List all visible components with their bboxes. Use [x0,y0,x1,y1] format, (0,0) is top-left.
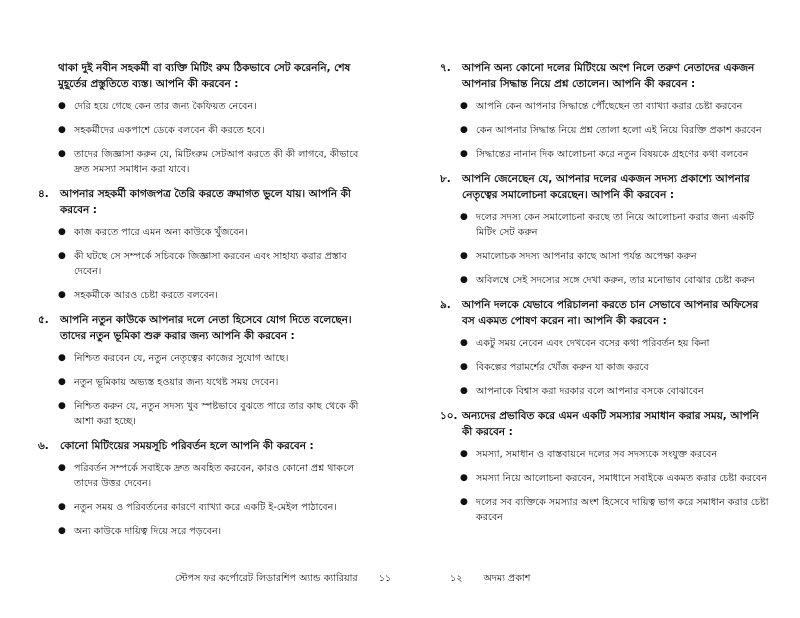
option-list [38,99,368,177]
publisher-name: অদম্য প্রকাশ [483,573,531,584]
book-title: স্টেপস ফর কর্পোরেট লিডারশিপ অ্যান্ড ক্যারিয়ার [175,573,358,584]
option-item: ● সমস্যা, সমাধান ও বাস্তবায়নে দলের সব সদস্যকে সংযুক্ত করবেন [460,449,718,460]
question-number: ৪. [38,188,49,200]
option-item: ● নতুন ভূমিকায় অভ্যস্ত হওয়ার জন্য যথেষ্ট সময় দেবেন। [58,377,279,388]
bullet-icon: ● [460,149,468,159]
question-continuation: থাকা দুই নবীন সহকর্মী বা ব্যক্তি মিটিং রুম ঠিকভাবে সেট করেননি, শেষ মুহূর্তের প্রস্তুতিতে ব্যস্ত। আপনি কী করবেন : [58,62,351,90]
bullet-icon: ● [460,338,468,348]
bullet-icon: ● [460,386,468,396]
question-text: আপনি নতুন কাউকে আপনার দলে নেতা হিসেবে যোগ দিতে বলেছেন। তাদের নতুন ভূমিকা শুরু করার জন্য আপনি কী করবেন : [60,314,352,342]
question-text: আপনি জেনেছেন যে, আপনার দলের একজন সদস্য প্রকাশ্যে আপনার নেতৃত্বের সমালোচনা করেছেন। আপনি কী করবেন : [462,173,750,201]
question-heading [440,408,770,440]
bullet-icon: ● [460,497,468,507]
bullet-icon: ● [58,227,66,237]
bullet-icon: ● [58,101,66,111]
option-item: ● সিদ্ধান্তের নানান দিক আলোচনা করে নতুন বিষয়কে গ্রহণের কথা বলবেন [460,149,749,160]
option-item: ● পরিবর্তন সম্পর্কে সবাইকে দ্রুত অবহিত করবেন, কারও কোনো প্রশ্ন থাকলে তাদের উত্তর দেবেন। [58,463,354,489]
question-number: ৬. [38,440,49,452]
question-number: ৮. [440,173,451,185]
page-number: ১২ [450,573,463,584]
option-item: ● সহকর্মীকে আরও চেষ্টা করতে বলবেন। [58,290,218,301]
bullet-icon: ● [460,449,468,459]
bullet-icon: ● [460,275,468,285]
bullet-icon: ● [460,473,468,483]
question-text: অন্যদের প্রভাবিত করে এমন একটি সমস্যার সমাধান করার সময়, আপনি কী করবেন : [462,410,759,438]
bullet-icon: ● [58,251,66,261]
question-heading [440,297,770,329]
option-item: ● কেন আপনার সিদ্ধান্ত নিয়ে প্রশ্ন তোলা হলো এই নিয়ে বিরক্তি প্রকাশ করবেন [460,125,762,136]
running-footer-right [450,572,530,587]
question-text: কোনো মিটিংয়ের সময়সূচি পরিবর্তন হলে আপনি কী করবেন : [60,440,314,452]
left-page-content [38,60,368,548]
option-item: ● দলের সদস্য কেন সমালোচনা করছে তা নিয়ে আলোচনা করার জন্য একটি মিটিং সেট করুন [460,212,754,238]
right-page-content [440,60,770,534]
option-list [440,210,770,288]
option-item: ● নিশ্চিত করবেন যে, নতুন নেতৃত্বের কাজের সুযোগ আছে। [58,353,289,364]
bullet-icon: ● [58,290,66,300]
option-item: ● দেরি হয়ে গেছে কেন তার জন্য কৈফিয়ত নেবেন। [58,101,257,112]
question-number: ৭. [440,62,451,74]
question-text: আপনার সহকর্মী কাগজপত্র তৈরি করতে ক্রমাগত ভুলে যায়। আপনি কী করবেন : [60,188,351,216]
option-item: ● নিশ্চিত করুন যে, নতুন সদস্য খুব স্পষ্টভাবে বুঝতে পারে তার কাছ থেকে কী আশা করা হচ্ছে। [58,401,359,427]
question-heading [440,60,770,92]
option-item: ● আপনি কেন আপনার সিদ্ধান্তে পৌঁছেছেন তা ব্যাখ্যা করার চেষ্টা করবেন [460,101,743,112]
question-number: ১০. [440,410,458,422]
page-number: ১১ [378,573,392,584]
option-item: ● অবিলম্বে সেই সদস্যের সঙ্গে দেখা করুন, তার মনোভাব বোঝার চেষ্টা করুন [460,275,755,286]
question-heading [38,186,368,218]
bullet-icon: ● [58,377,66,387]
option-item: ● কাজ করতে পারে এমন অন্য কাউকে খুঁজবেন। [58,227,248,238]
bullet-icon: ● [460,251,468,261]
option-item: ● কী ঘটছে সে সম্পর্কে সচিবকে জিজ্ঞাসা করবেন এবং সাহায্য করার প্রস্তাব দেবেন। [58,251,347,277]
bullet-icon: ● [460,212,468,222]
right-page [400,0,800,618]
bullet-icon: ● [58,502,66,512]
option-item: ● অন্য কাউকে দায়িত্ব দিয়ে সরে পড়বেন। [58,526,222,537]
bullet-icon: ● [58,526,66,536]
running-footer-left [175,572,391,587]
bullet-icon: ● [460,362,468,372]
question-text: আপনি অন্য কোনো দলের মিটিংয়ে অংশ নিলে তরুণ নেতাদের একজন আপনার সিদ্ধান্ত নিয়ে প্রশ্ন তোলেন। আপনি কী করবেন : [462,62,755,90]
bullet-icon: ● [460,101,468,111]
option-item: ● সহকর্মীদের একপাশে ডেকে বলবেন কী করতে হবে। [58,125,265,136]
question-heading [38,438,368,454]
option-list [38,461,368,539]
question-heading [440,171,770,203]
option-item: ● বিকল্পের পরামর্শের খোঁজ করুন যা কাজ করবে [460,362,649,373]
option-item: ● আপনাকে বিশ্বাস করা দরকার বলে আপনার বসকে বোঝাবেন [460,386,704,397]
option-item: ● নতুন সময় ও পরিবর্তনের কারণে ব্যাখ্যা করে একটি ই-মেইল পাঠাবেন। [58,502,337,513]
option-item: ● সমালোচক সদস্য আপনার কাছে আসা পর্যন্ত অপেক্ষা করুন [460,251,697,262]
option-item: ● দলের সব ব্যক্তিকে সমস্যার অংশ হিসেবে দায়িত্ব ভাগ করে সমাধান করার চেষ্টা করবেন [460,497,769,523]
option-list [38,225,368,303]
option-item: ● সমস্যা নিয়ে আলোচনা করবেন, সমাধানে সবাইকে একমত করার চেষ্টা করবেন [460,473,767,484]
option-list [440,99,770,162]
bullet-icon: ● [58,401,66,411]
bullet-icon: ● [58,125,66,135]
bullet-icon: ● [58,463,66,473]
question-number: ৫. [38,314,49,326]
question-heading [38,312,368,344]
option-item: ● একটু সময় নেবেন এবং দেখবেন বসের কথা পরিবর্তন হয় কিনা [460,338,710,349]
option-list [440,447,770,525]
option-item: ● তাদের জিজ্ঞাসা করুন যে, মিটিংরুম সেটআপ করতে কী কী লাগবে, কীভাবে দ্রুত সমস্যা সমাধান করা যাবে। [58,149,359,175]
bullet-icon: ● [58,353,66,363]
option-list [38,351,368,429]
question-number: ৯. [440,299,451,311]
question-text: আপনি দলকে যেভাবে পরিচালনা করতে চান সেভাবে আপনার অফিসের বস একমত পোষণ করেন না। আপনি কী করবেন : [462,299,759,327]
bullet-icon: ● [460,125,468,135]
option-list [440,336,770,399]
bullet-icon: ● [58,149,66,159]
